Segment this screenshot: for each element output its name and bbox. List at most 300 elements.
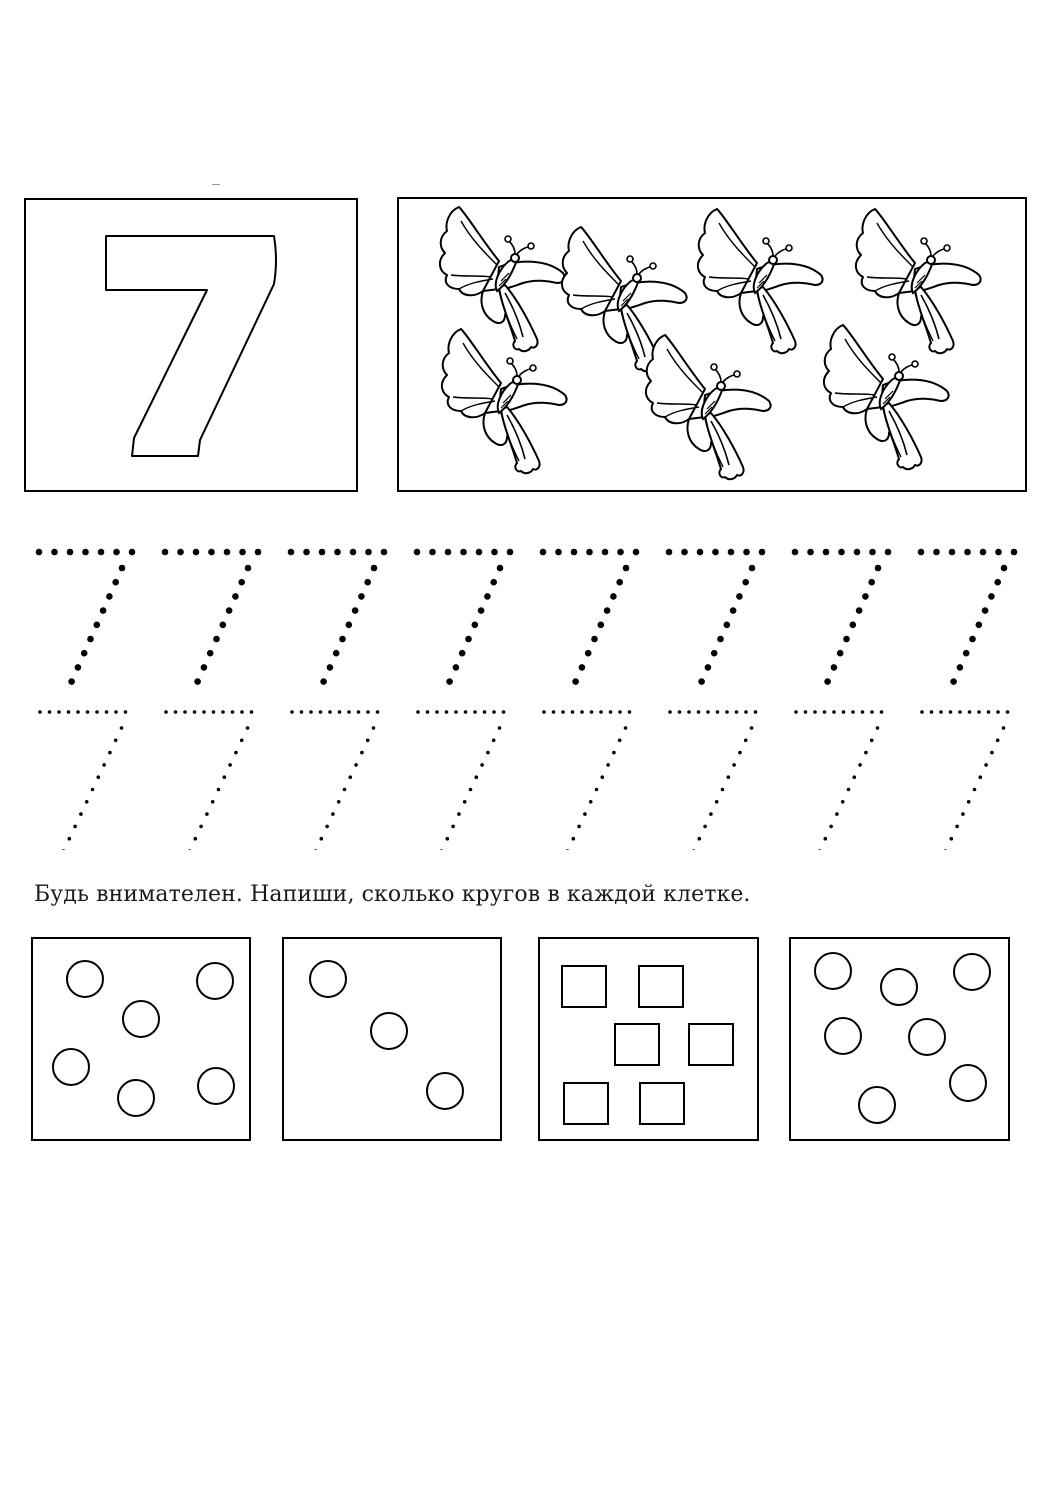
trace-dot <box>698 837 702 841</box>
trace-dot <box>920 710 924 714</box>
trace-dot <box>208 549 215 556</box>
trace-dot <box>333 650 340 657</box>
trace-dot <box>349 775 353 779</box>
trace-dot <box>105 710 109 714</box>
butterflies-group <box>399 199 1025 490</box>
circle-shape <box>950 1065 986 1101</box>
trace-dot <box>612 751 616 755</box>
trace-dot <box>591 636 598 643</box>
trace-dot <box>226 607 233 614</box>
butterflies-box <box>397 197 1027 492</box>
trace-dot <box>120 726 124 730</box>
trace-dot <box>472 622 479 629</box>
trace-dot <box>837 650 844 657</box>
trace-dot <box>996 739 1000 743</box>
trace-dot <box>583 812 587 816</box>
circles-group-2 <box>284 939 500 1139</box>
trace-dot <box>492 739 496 743</box>
trace-dot <box>599 710 603 714</box>
trace-dot <box>228 763 232 767</box>
trace-dot <box>918 549 925 556</box>
trace-dot <box>715 800 719 804</box>
trace-dot <box>364 579 371 586</box>
trace-dot <box>838 549 845 556</box>
trace-dot <box>717 636 724 643</box>
trace-dot <box>232 593 239 600</box>
trace-dot <box>697 710 701 714</box>
trace-dot <box>325 825 329 829</box>
trace-dot <box>483 710 487 714</box>
trace-dot <box>347 710 351 714</box>
trace-dot <box>79 812 83 816</box>
trace-dot <box>977 710 981 714</box>
trace-dot <box>861 710 865 714</box>
trace-dot <box>164 710 168 714</box>
trace-dot <box>82 549 89 556</box>
trace-dot <box>623 565 630 572</box>
trace-dot <box>328 710 332 714</box>
circle-shape <box>123 1001 159 1037</box>
square-shape <box>615 1024 659 1065</box>
trace-dot <box>703 825 707 829</box>
trace-dot <box>687 710 691 714</box>
dotted-seven-2 <box>162 549 262 688</box>
circle-shape <box>53 1049 89 1085</box>
trace-dot <box>742 579 749 586</box>
trace-dot <box>290 710 294 714</box>
trace-dot <box>933 549 940 556</box>
bold-tracing-row <box>0 538 1050 688</box>
trace-dot <box>75 664 82 671</box>
trace-dot <box>858 763 862 767</box>
trace-dot <box>360 751 364 755</box>
trace-dot <box>968 710 972 714</box>
trace-dot <box>112 579 119 586</box>
trace-dot <box>885 549 892 556</box>
trace-dot <box>68 678 75 685</box>
trace-dot <box>352 607 359 614</box>
trace-dot <box>207 650 214 657</box>
trace-dot <box>51 549 58 556</box>
trace-dot <box>618 739 622 743</box>
trace-dot <box>552 710 556 714</box>
trace-dot <box>831 664 838 671</box>
trace-dot <box>416 710 420 714</box>
trace-dot <box>1002 726 1006 730</box>
trace-dot <box>300 710 304 714</box>
trace-dot <box>973 788 977 792</box>
trace-dot <box>876 726 880 730</box>
dotted-seven-7 <box>794 710 883 850</box>
trace-dot <box>162 549 169 556</box>
trace-dot <box>580 710 584 714</box>
trace-dot <box>486 751 490 755</box>
trace-dot <box>492 710 496 714</box>
trace-dot <box>245 565 252 572</box>
trace-dot <box>201 664 208 671</box>
circle-shape <box>198 1068 234 1104</box>
trace-dot <box>67 549 74 556</box>
trace-dot <box>86 710 90 714</box>
fine-tracing-row <box>0 700 1050 850</box>
trace-dot <box>744 739 748 743</box>
trace-dot <box>982 607 989 614</box>
trace-dot <box>358 593 365 600</box>
trace-dot <box>334 549 341 556</box>
trace-dot <box>586 549 593 556</box>
trace-dot <box>113 549 120 556</box>
circle-shape <box>881 969 917 1005</box>
trace-dot <box>199 825 203 829</box>
trace-dot <box>963 650 970 657</box>
butterfly-icon <box>698 209 823 353</box>
dotted-seven-2 <box>164 710 253 850</box>
trace-dot <box>709 812 713 816</box>
trace-dot <box>239 549 246 556</box>
circle-shape <box>67 961 103 997</box>
trace-dot <box>194 678 201 685</box>
trace-dot <box>735 710 739 714</box>
trace-dot <box>995 549 1002 556</box>
trace-dot <box>743 549 750 556</box>
circle-shape <box>427 1073 463 1109</box>
trace-dot <box>728 549 735 556</box>
trace-dot <box>939 710 943 714</box>
trace-dot <box>984 763 988 767</box>
trace-dot <box>221 710 225 714</box>
butterfly-icon <box>856 209 981 353</box>
trace-dot <box>961 812 965 816</box>
trace-dot <box>426 710 430 714</box>
dotted-seven-7 <box>792 549 892 688</box>
trace-dot <box>869 549 876 556</box>
dotted-seven-1 <box>36 549 136 688</box>
trace-dot <box>705 664 712 671</box>
trace-dot <box>371 565 378 572</box>
trace-dot <box>480 763 484 767</box>
circle-shape <box>118 1080 154 1116</box>
trace-dot <box>823 549 830 556</box>
trace-dot <box>114 739 118 743</box>
trace-dot <box>193 549 200 556</box>
trace-dot <box>366 710 370 714</box>
trace-dot <box>73 825 77 829</box>
count-cell-2 <box>282 937 502 1141</box>
trace-dot <box>357 710 361 714</box>
trace-dot <box>829 825 833 829</box>
trace-dot <box>590 710 594 714</box>
trace-dot <box>62 849 66 850</box>
square-shape <box>689 1024 733 1065</box>
trace-dot <box>854 549 861 556</box>
trace-dot <box>875 565 882 572</box>
trace-dot <box>498 726 502 730</box>
trace-dot <box>314 849 318 850</box>
trace-dot <box>459 650 466 657</box>
trace-dot <box>668 710 672 714</box>
count-cell-4 <box>789 937 1010 1141</box>
trace-dot <box>851 710 855 714</box>
trace-dot <box>824 678 831 685</box>
trace-dot <box>807 549 814 556</box>
trace-dot <box>507 549 514 556</box>
trace-dot <box>870 739 874 743</box>
trace-dot <box>451 825 455 829</box>
trace-dot <box>102 763 106 767</box>
squares-group <box>540 939 757 1139</box>
trace-dot <box>331 812 335 816</box>
trace-dot <box>1001 565 1008 572</box>
trace-dot <box>990 751 994 755</box>
trace-dot <box>794 710 798 714</box>
circle-shape <box>859 1087 895 1123</box>
circle-shape <box>825 1018 861 1054</box>
trace-dot <box>979 775 983 779</box>
trace-dot <box>502 710 506 714</box>
trace-dot <box>749 565 756 572</box>
dotted-seven-6 <box>666 549 766 688</box>
circles-group-4 <box>791 939 1008 1139</box>
trace-dot <box>949 549 956 556</box>
trace-dot <box>724 622 731 629</box>
trace-dot <box>716 710 720 714</box>
trace-dot <box>577 825 581 829</box>
trace-dot <box>129 549 136 556</box>
trace-dot <box>124 710 128 714</box>
scan-mark <box>212 184 220 185</box>
trace-dot <box>624 726 628 730</box>
trace-dot <box>697 549 704 556</box>
dotted-seven-4 <box>416 710 505 850</box>
trace-dot <box>381 549 388 556</box>
trace-dot <box>754 710 758 714</box>
trace-dot <box>319 549 326 556</box>
trace-dot <box>957 664 964 671</box>
trace-dot <box>602 549 609 556</box>
trace-dot <box>870 710 874 714</box>
trace-dot <box>712 549 719 556</box>
trace-dot <box>309 710 313 714</box>
trace-dot <box>460 549 467 556</box>
trace-dot <box>804 710 808 714</box>
trace-dot <box>792 549 799 556</box>
trace-dot <box>976 622 983 629</box>
trace-dot <box>847 788 851 792</box>
trace-dot <box>177 549 184 556</box>
dotted-seven-5 <box>540 549 640 688</box>
trace-dot <box>238 579 245 586</box>
trace-dot <box>350 549 357 556</box>
trace-dot <box>213 636 220 643</box>
instruction-text: Будь внимателен. Напиши, сколько кругов в каждой клетке. <box>34 882 751 907</box>
trace-dot <box>595 788 599 792</box>
trace-dot <box>366 739 370 743</box>
trace-dot <box>617 549 624 556</box>
trace-dot <box>68 837 72 841</box>
trace-dot <box>320 678 327 685</box>
trace-dot <box>445 710 449 714</box>
trace-dot <box>706 710 710 714</box>
trace-dot <box>824 837 828 841</box>
trace-dot <box>606 763 610 767</box>
trace-dot <box>610 593 617 600</box>
square-shape <box>562 966 606 1007</box>
circle-shape <box>310 961 346 997</box>
trace-dot <box>843 636 850 643</box>
trace-dot <box>354 763 358 767</box>
circle-shape <box>371 1013 407 1049</box>
count-cell-3 <box>538 937 759 1141</box>
dotted-seven-8 <box>920 710 1009 850</box>
dotted-seven-4 <box>414 549 514 688</box>
trace-dot <box>490 579 497 586</box>
trace-dot <box>555 549 562 556</box>
trace-dot <box>85 800 89 804</box>
trace-dot <box>440 849 444 850</box>
trace-dot <box>224 549 231 556</box>
square-shape <box>564 1083 608 1124</box>
trace-dot <box>246 726 250 730</box>
trace-dot <box>666 549 673 556</box>
trace-dot <box>633 549 640 556</box>
butterfly-icon <box>442 329 567 473</box>
trace-dot <box>220 622 227 629</box>
trace-dot <box>205 812 209 816</box>
trace-dot <box>339 636 346 643</box>
trace-dot <box>880 710 884 714</box>
trace-dot <box>950 837 954 841</box>
trace-dot <box>464 710 468 714</box>
trace-dot <box>484 593 491 600</box>
trace-dot <box>454 710 458 714</box>
trace-dot <box>835 812 839 816</box>
trace-dot <box>57 710 61 714</box>
trace-dot <box>223 775 227 779</box>
trace-dot <box>969 636 976 643</box>
trace-dot <box>240 739 244 743</box>
trace-dot <box>114 710 118 714</box>
trace-dot <box>987 710 991 714</box>
trace-dot <box>856 607 863 614</box>
trace-dot <box>288 549 295 556</box>
trace-dot <box>813 710 817 714</box>
trace-dot <box>36 549 43 556</box>
trace-dot <box>862 593 869 600</box>
trace-dot <box>476 549 483 556</box>
trace-dot <box>955 825 959 829</box>
circle-shape <box>909 1019 945 1055</box>
square-shape <box>640 1083 684 1124</box>
trace-dot <box>217 788 221 792</box>
trace-dot <box>414 549 421 556</box>
trace-dot <box>944 849 948 850</box>
circle-shape <box>954 954 990 990</box>
trace-dot <box>446 678 453 685</box>
trace-dot <box>457 812 461 816</box>
trace-dot <box>730 607 737 614</box>
trace-dot <box>463 800 467 804</box>
trace-dot <box>1006 710 1010 714</box>
trace-dot <box>497 565 504 572</box>
trace-dot <box>346 622 353 629</box>
trace-dot <box>692 849 696 850</box>
trace-dot <box>174 710 178 714</box>
trace-dot <box>445 549 452 556</box>
trace-dot <box>609 710 613 714</box>
count-cell-1 <box>31 937 251 1141</box>
trace-dot <box>38 710 42 714</box>
trace-dot <box>365 549 372 556</box>
trace-dot <box>95 710 99 714</box>
trace-dot <box>725 710 729 714</box>
trace-dot <box>453 664 460 671</box>
trace-dot <box>240 710 244 714</box>
trace-dot <box>100 607 107 614</box>
trace-dot <box>542 710 546 714</box>
dotted-seven-8 <box>918 549 1018 688</box>
trace-dot <box>338 710 342 714</box>
trace-dot <box>967 800 971 804</box>
dotted-seven-1 <box>38 710 127 850</box>
trace-dot <box>446 837 450 841</box>
trace-dot <box>188 849 192 850</box>
trace-dot <box>732 763 736 767</box>
trace-dot <box>744 710 748 714</box>
trace-dot <box>604 607 611 614</box>
trace-dot <box>561 710 565 714</box>
circles-group-1 <box>33 939 249 1139</box>
trace-dot <box>585 650 592 657</box>
trace-dot <box>864 751 868 755</box>
trace-dot <box>996 710 1000 714</box>
trace-dot <box>67 710 71 714</box>
trace-dot <box>930 710 934 714</box>
trace-dot <box>958 710 962 714</box>
trace-dot <box>327 664 334 671</box>
trace-dot <box>194 837 198 841</box>
trace-dot <box>841 800 845 804</box>
trace-dot <box>231 710 235 714</box>
trace-dot <box>97 775 101 779</box>
trace-dot <box>465 636 472 643</box>
trace-dot <box>94 622 101 629</box>
trace-dot <box>759 549 766 556</box>
trace-dot <box>540 549 547 556</box>
trace-dot <box>372 726 376 730</box>
trace-dot <box>949 710 953 714</box>
trace-dot <box>698 678 705 685</box>
circle-shape <box>197 963 233 999</box>
trace-dot <box>950 678 957 685</box>
trace-dot <box>850 622 857 629</box>
trace-dot <box>579 664 586 671</box>
trace-dot <box>98 549 105 556</box>
trace-dot <box>491 549 498 556</box>
trace-dot <box>478 607 485 614</box>
trace-dot <box>616 579 623 586</box>
trace-dot <box>868 579 875 586</box>
dotted-seven-3 <box>288 549 388 688</box>
dotted-seven-5 <box>542 710 631 850</box>
dotted-seven-6 <box>668 710 757 850</box>
trace-dot <box>601 775 605 779</box>
trace-dot <box>212 710 216 714</box>
trace-dot <box>76 710 80 714</box>
trace-dot <box>994 579 1001 586</box>
trace-dot <box>736 593 743 600</box>
circle-shape <box>815 953 851 989</box>
trace-dot <box>87 636 94 643</box>
